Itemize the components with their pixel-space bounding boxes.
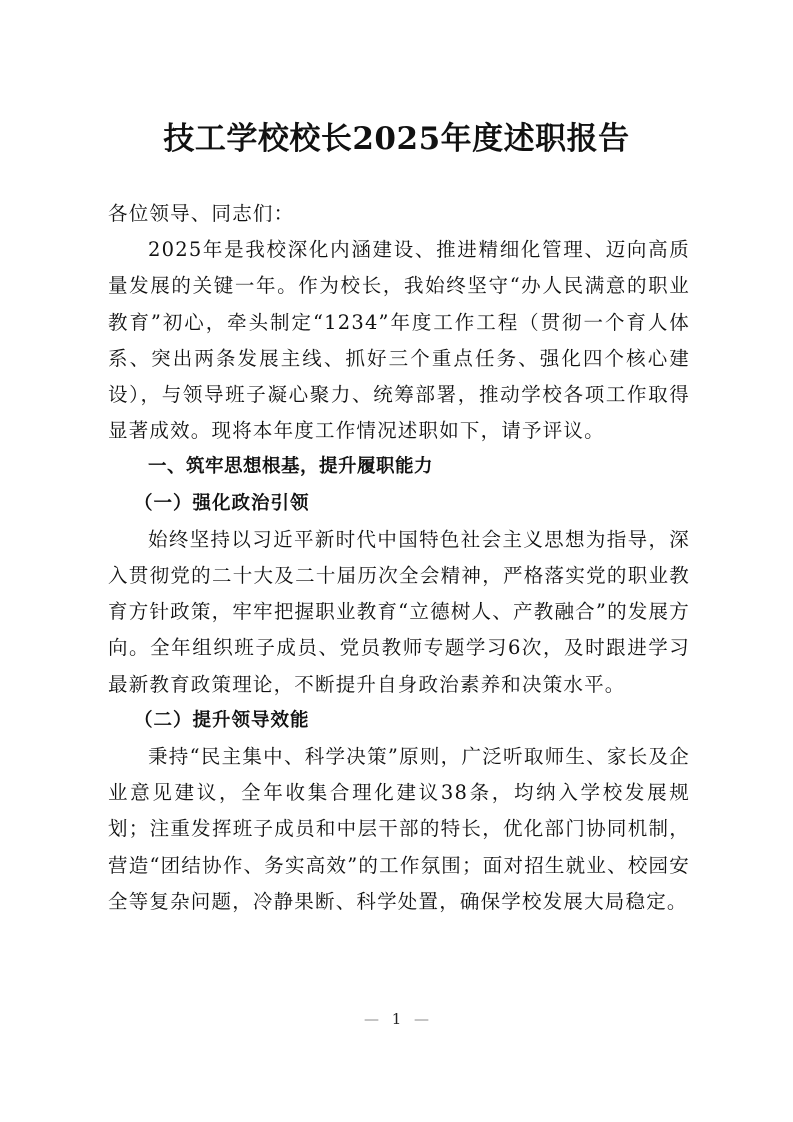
intro-paragraph: 2025年是我校深化内涵建设、推进精细化管理、迈向高质量发展的关键一年。作为校长，我始终坚守“办人民满意的职业教育”初心，牵头制定“1234”年度工作工程（贯彻一个育人体系、突出两条发展主线、抓好三个重点任务、强化四个核心建设），与领导班子凝心聚力、统筹部署，推动学校各项工作取得显著成效。现将本年度工作情况述职如下，请予评议。 xyxy=(108,238,690,443)
page-number: 1 xyxy=(391,1010,402,1028)
subsection-heading-1: （一）强化政治引领 xyxy=(134,492,310,514)
subsection-body-1: 始终坚持以习近平新时代中国特色社会主义思想为指导，深入贯彻党的二十大及二十届历次全会精神，严格落实党的职业教育方针政策，牢牢把握职业教育“立德树人、产教融合”的发展方向。全年组织班子成员、党员教师专题学习6次，及时跟进学习最新教育政策理论，不断提升自身政治素养和决策水平。 xyxy=(108,527,690,696)
footer-dash-right: — xyxy=(414,1010,430,1028)
page-footer xyxy=(0,1010,793,1028)
subsection-body-2: 秉持“民主集中、科学决策”原则，广泛听取师生、家长及企业意见建议，全年收集合理化建议38条，均纳入学校发展规划；注重发挥班子成员和中层干部的特长，优化部门协同机制，营造“团结协作、务实高效”的工作氛围；面对招生就业、校园安全等复杂问题，冷静果断、科学处置，确保学校发展大局稳定。 xyxy=(108,745,690,913)
document-title: 技工学校校长2025年度述职报告 xyxy=(163,121,630,157)
salutation: 各位领导、同志们： xyxy=(108,202,295,225)
document-body xyxy=(108,196,690,920)
section-heading-1: 一、筑牢思想根基，提升履职能力 xyxy=(148,456,434,478)
footer-dash-left: — xyxy=(363,1010,379,1028)
subsection-heading-2: （二）提升领导效能 xyxy=(134,709,310,731)
